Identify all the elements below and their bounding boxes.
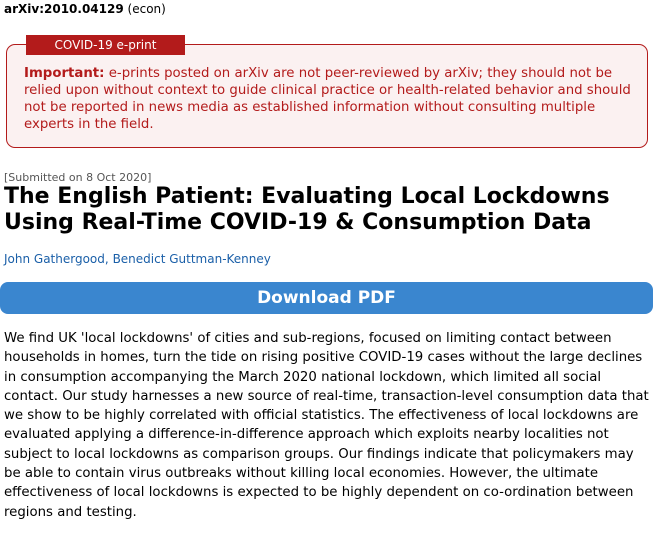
submission-date: [Submitted on 8 Oct 2020] <box>4 171 152 184</box>
notice-message: e-prints posted on arXiv are not peer-reviewed by arXiv; they should not be relied upon without context to guide clinical practice or health-related behavior and should not be reported in news media as established information without consulting multiple experts in the field. <box>24 66 631 132</box>
arxiv-id-line <box>4 1 166 17</box>
download-pdf-button[interactable]: Download PDF <box>0 282 653 314</box>
arxiv-id: arXiv:2010.04129 <box>4 2 124 16</box>
covid-notice-text <box>24 65 644 133</box>
notice-important-label: Important: <box>24 66 105 81</box>
author-link-john-gathergood[interactable]: John Gathergood <box>4 252 105 266</box>
paper-title: The English Patient: Evaluating Local Lockdowns Using Real-Time COVID-19 & Consumption Data <box>4 184 610 235</box>
author-separator: , <box>104 252 109 266</box>
author-link-benedict-guttman-kenney[interactable]: Benedict Guttman-Kenney <box>112 252 271 266</box>
covid-notice-box <box>6 38 648 148</box>
primary-category: (econ) <box>127 2 166 16</box>
covid-notice-tag: COVID-19 e-print <box>26 35 185 55</box>
abstract-text: We find UK 'local lockdowns' of cities and sub-regions, focused on limiting contact between households in homes, turn the tide on rising positive COVID-19 cases without the large declines in consumption accompanying the March 2020 national lockdown, which limited all social contact. Our study harnesses a new source of real-time, transaction-level consumption data that we show to be highly correlated with official statistics. The effectiveness of local lockdowns are evaluated applying a difference-in-difference approach which exploits nearby localities not subject to local lockdowns as comparison groups. Our findings indicate that policymakers may be able to contain virus outbreaks without killing local economies. However, the ultimate effectiveness of local lockdowns is expected to be highly dependent on co-ordination between regions and testing. <box>4 331 649 520</box>
author-list <box>4 252 271 267</box>
